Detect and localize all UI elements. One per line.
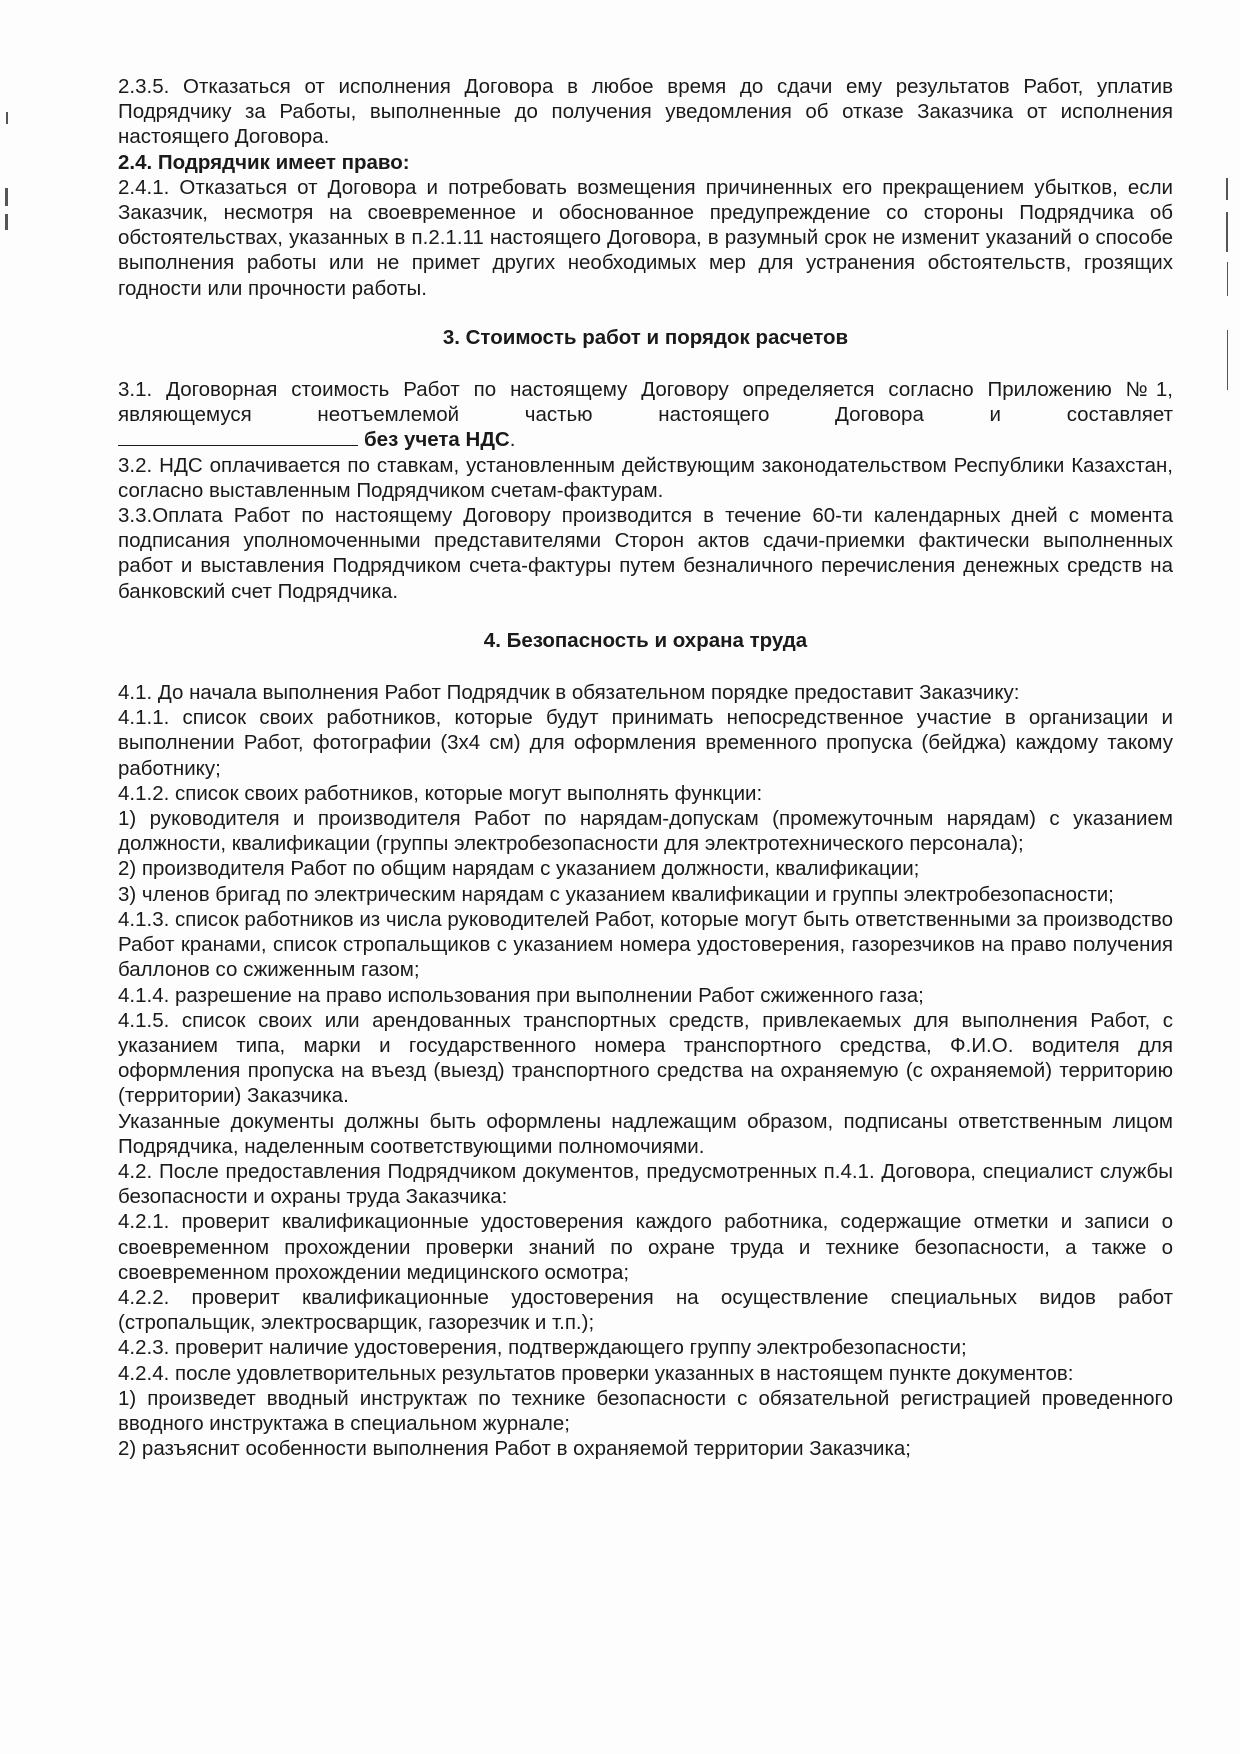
scan-mark-right-1 <box>1226 178 1228 200</box>
clause-2-3-5: 2.3.5. Отказаться от исполнения Договора в любое время до сдачи ему результатов Работ, уплатив Подрядчику за Работы, выполненные до получения уведомления об отказе Заказчика от исполнения настоящего Договора. <box>118 75 1173 149</box>
heading-2-4: 2.4. Подрядчик имеет право: <box>118 150 410 174</box>
clause-4-2-4: 4.2.4. после удовлетворительных результатов проверки указанных в настоящем пункте документов: <box>118 1361 1074 1385</box>
clause-4-1-2-item-3: 3) членов бригад по электрическим нарядам с указанием квалификации и группы электробезопасности; <box>118 882 1114 906</box>
clause-4-1-2: 4.1.2. список своих работников, которые могут выполнять функции: <box>118 781 763 805</box>
clause-4-1-1: 4.1.1. список своих работников, которые будут принимать непосредственное участие в организации и выполнении Работ, фотографии (3х4 см) для оформления временного пропуска (бейджа) каждому такому работнику; <box>118 706 1173 780</box>
clause-4-1: 4.1. До начала выполнения Работ Подрядчик в обязательном порядке предоставит Заказчику: <box>118 681 1020 705</box>
section-4-title: 4. Безопасность и охрана труда <box>483 628 808 652</box>
clause-4-1-3: 4.1.3. список работников из числа руководителей Работ, которые могут быть ответственными за производство Работ кранами, список стропальщиков с указанием номера удостоверения, газорезчиков на право получения баллонов со сжиженным газом; <box>118 907 1173 982</box>
amount-blank-line <box>118 427 358 446</box>
scan-mark-left-1 <box>6 112 8 124</box>
clause-2-4-1: 2.4.1. Отказаться от Договора и потребовать возмещения причиненных его прекращением убытков, если Заказчик, несмотря на своевременное и обоснованное предупреждение со стороны Подрядчика об обстоятельствах, указанных в п.2.1.11 настоящего Договора, в разумный срок не изменит указаний о способе выполнения работы или не примет других необходимых мер для устранения обстоятельств, грозящих годности или прочности работы. <box>118 175 1173 300</box>
clause-3-1-amount-line: без учета НДС. <box>118 427 1173 452</box>
clause-4-1-4: 4.1.4. разрешение на право использования при выполнении Работ сжиженного газа; <box>118 983 924 1007</box>
document-body <box>118 74 1173 1461</box>
clause-4-1-2-item-1: 1) руководителя и производителя Работ по нарядам-допускам (промежуточным нарядам) с указанием должности, квалификации (группы электробезопасности для электротехнического персонала); <box>118 807 1173 856</box>
scan-mark-left-2 <box>5 188 8 206</box>
clause-4-2-4-item-1: 1) произведет вводный инструктаж по технике безопасности с обязательной регистрацией проведенного вводного инструктажа в специальном журнале; <box>118 1386 1173 1435</box>
clause-3-3: 3.3.Оплата Работ по настоящему Договору производится в течение 60-ти календарных дней с момента подписания уполномоченными представителями Сторон актов сдачи-приемки фактически выполненных работ и выставления Подрядчиком счета-фактуры путем безналичного перечисления денежных средств на банковский счет Подрядчика. <box>118 504 1173 603</box>
clause-3-1-text: 3.1. Договорная стоимость Работ по настоящему Договору определяется согласно Приложению №1, являющемуся неотъемлемой частью настоящего Договора и составляет <box>118 378 1173 427</box>
documents-requirement: Указанные документы должны быть оформлены надлежащим образом, подписаны ответственным лицом Подрядчика, наделенным соответствующими полномочиями. <box>118 1109 1173 1158</box>
clause-4-1-2-item-2: 2) производителя Работ по общим нарядам с указанием должности, квалификации; <box>118 857 920 881</box>
clause-4-2-3: 4.2.3. проверит наличие удостоверения, подтверждающего группу электробезопасности; <box>118 1336 967 1360</box>
clause-4-2-2: 4.2.2. проверит квалификационные удостоверения на осуществление специальных видов работ (стропальщик, электросварщик, газорезчик и т.п.); <box>118 1285 1173 1335</box>
clause-3-2: 3.2. НДС оплачивается по ставкам, установленным действующим законодательством Республики Казахстан, согласно выставленным Подрядчиком счетам-фактурам. <box>118 453 1173 502</box>
scan-mark-right-2 <box>1226 212 1228 252</box>
clause-4-2-1: 4.2.1. проверит квалификационные удостоверения каждого работника, содержащие отметки и записи о своевременном прохождении проверки знаний по охране труда и технике безопасности, а также о своевременном прохождении медицинского осмотра; <box>118 1210 1173 1284</box>
clause-3-1 <box>118 377 1173 427</box>
clause-4-1-5: 4.1.5. список своих или арендованных транспортных средств, привлекаемых для выполнения Работ, с указанием типа, марки и государственного номера транспортного средства, Ф.И.О. водителя для оформления пропуска на въезд (выезд) транспортного средства на охраняемую (с охраняемой) территорию (территории) Заказчика. <box>118 1008 1173 1108</box>
clause-4-2: 4.2. После предоставления Подрядчиком документов, предусмотренных п.4.1. Договора, специалист службы безопасности и охраны труда Заказчика: <box>118 1159 1173 1209</box>
section-3-title: 3. Стоимость работ и порядок расчетов <box>442 325 849 349</box>
clause-3-1-vat-note: без учета НДС <box>364 428 510 452</box>
scan-mark-right-3 <box>1227 262 1228 296</box>
scan-mark-right-4 <box>1227 330 1228 390</box>
clause-4-2-4-item-2: 2) разъяснит особенности выполнения Работ в охраняемой территории Заказчика; <box>118 1437 911 1461</box>
scan-mark-left-3 <box>5 214 8 230</box>
